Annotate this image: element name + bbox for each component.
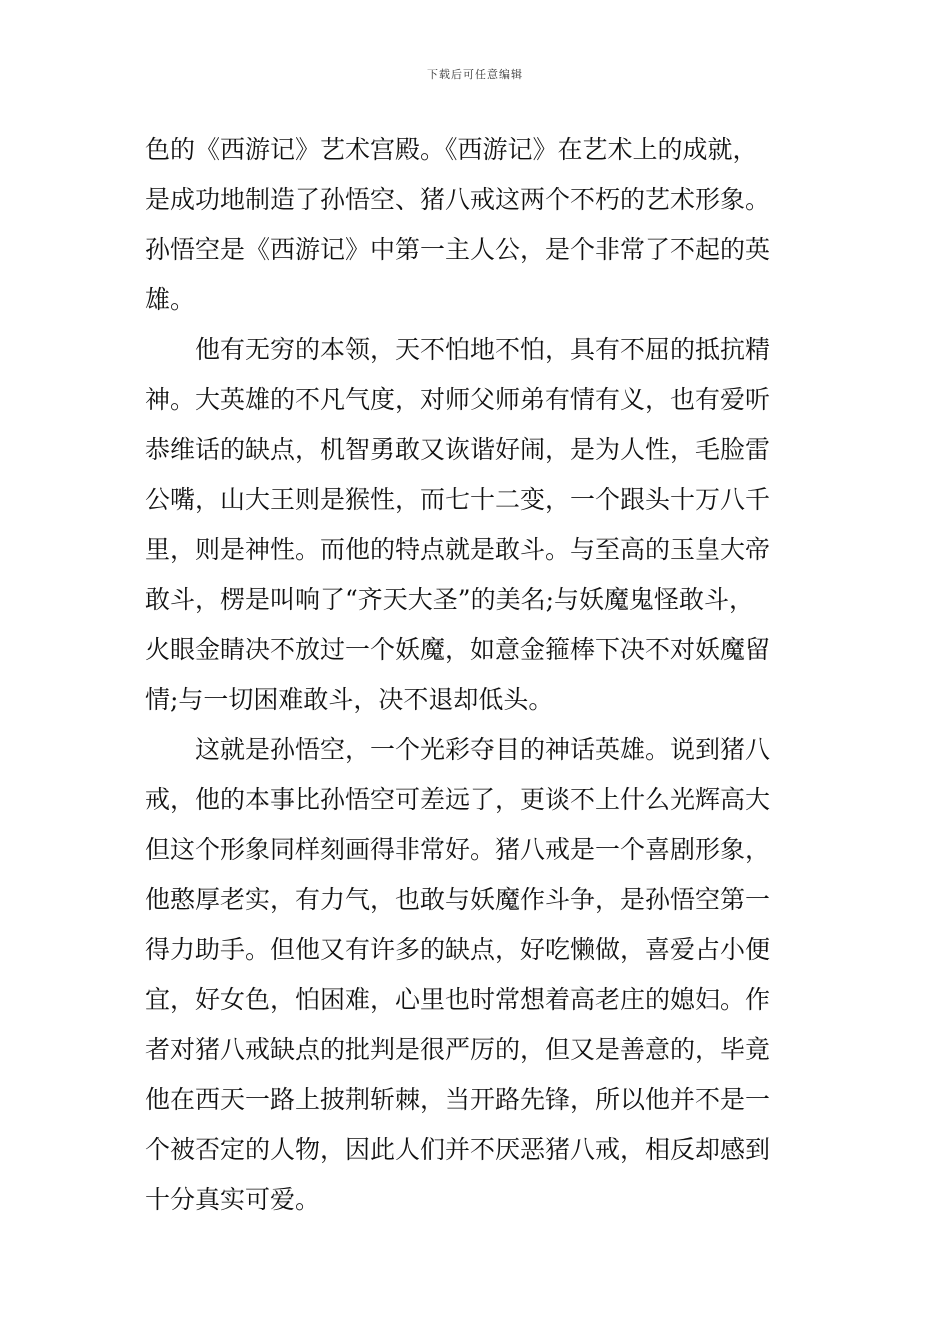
text-line: 但这个形象同样刻画得非常好。猪八戒是一个喜剧形象，: [145, 835, 771, 864]
text-line: 恭维话的缺点，机智勇敢又诙谐好闹，是为人性，毛脸雷: [145, 435, 771, 464]
document-body: [145, 125, 805, 1225]
text-line: 他憨厚老实，有力气，也敢与妖魔作斗争，是孙悟空第一: [145, 885, 771, 914]
text-line: 他有无穷的本领，天不怕地不怕，具有不屈的抵抗精: [145, 335, 771, 364]
paragraph-2: [145, 325, 805, 725]
text-line: 戒，他的本事比孙悟空可差远了，更谈不上什么光辉高大: [145, 785, 771, 814]
text-line: 这就是孙悟空，一个光彩夺目的神话英雄。说到猪八: [145, 735, 771, 764]
paragraph-3: [145, 725, 805, 1225]
text-line: 孙悟空是《西游记》中第一主人公，是个非常了不起的英: [145, 235, 771, 264]
text-line: 雄。: [145, 285, 196, 314]
text-line: 敢斗，楞是叫响了“齐天大圣”的美名;与妖魔鬼怪敢斗，: [145, 585, 754, 614]
text-line: 火眼金睛决不放过一个妖魔，如意金箍棒下决不对妖魔留: [145, 635, 771, 664]
text-line: 个被否定的人物，因此人们并不厌恶猪八戒，相反却感到: [145, 1135, 771, 1164]
text-line: 宜，好女色，怕困难，心里也时常想着高老庄的媳妇。作: [145, 985, 771, 1014]
text-line: 是成功地制造了孙悟空、猪八戒这两个不朽的艺术形象。: [145, 185, 771, 214]
page-header-note: 下载后可任意编辑: [427, 68, 523, 81]
text-line: 他在西天一路上披荆斩棘，当开路先锋，所以他并不是一: [145, 1085, 771, 1114]
text-line: 神。大英雄的不凡气度，对师父师弟有情有义，也有爱听: [145, 385, 771, 414]
text-line: 情;与一切困难敢斗，决不退却低头。: [145, 685, 554, 714]
text-line: 里，则是神性。而他的特点就是敢斗。与至高的玉皇大帝: [145, 535, 771, 564]
text-line: 者对猪八戒缺点的批判是很严厉的，但又是善意的，毕竟: [145, 1035, 771, 1064]
text-line: 公嘴，山大王则是猴性，而七十二变，一个跟头十万八千: [145, 485, 771, 514]
paragraph-1: [145, 125, 805, 325]
text-line: 十分真实可爱。: [145, 1185, 321, 1214]
text-line: 色的《西游记》艺术宫殿。《西游记》在艺术上的成就，: [145, 135, 758, 164]
text-line: 得力助手。但他又有许多的缺点，好吃懒做，喜爱占小便: [145, 935, 771, 964]
